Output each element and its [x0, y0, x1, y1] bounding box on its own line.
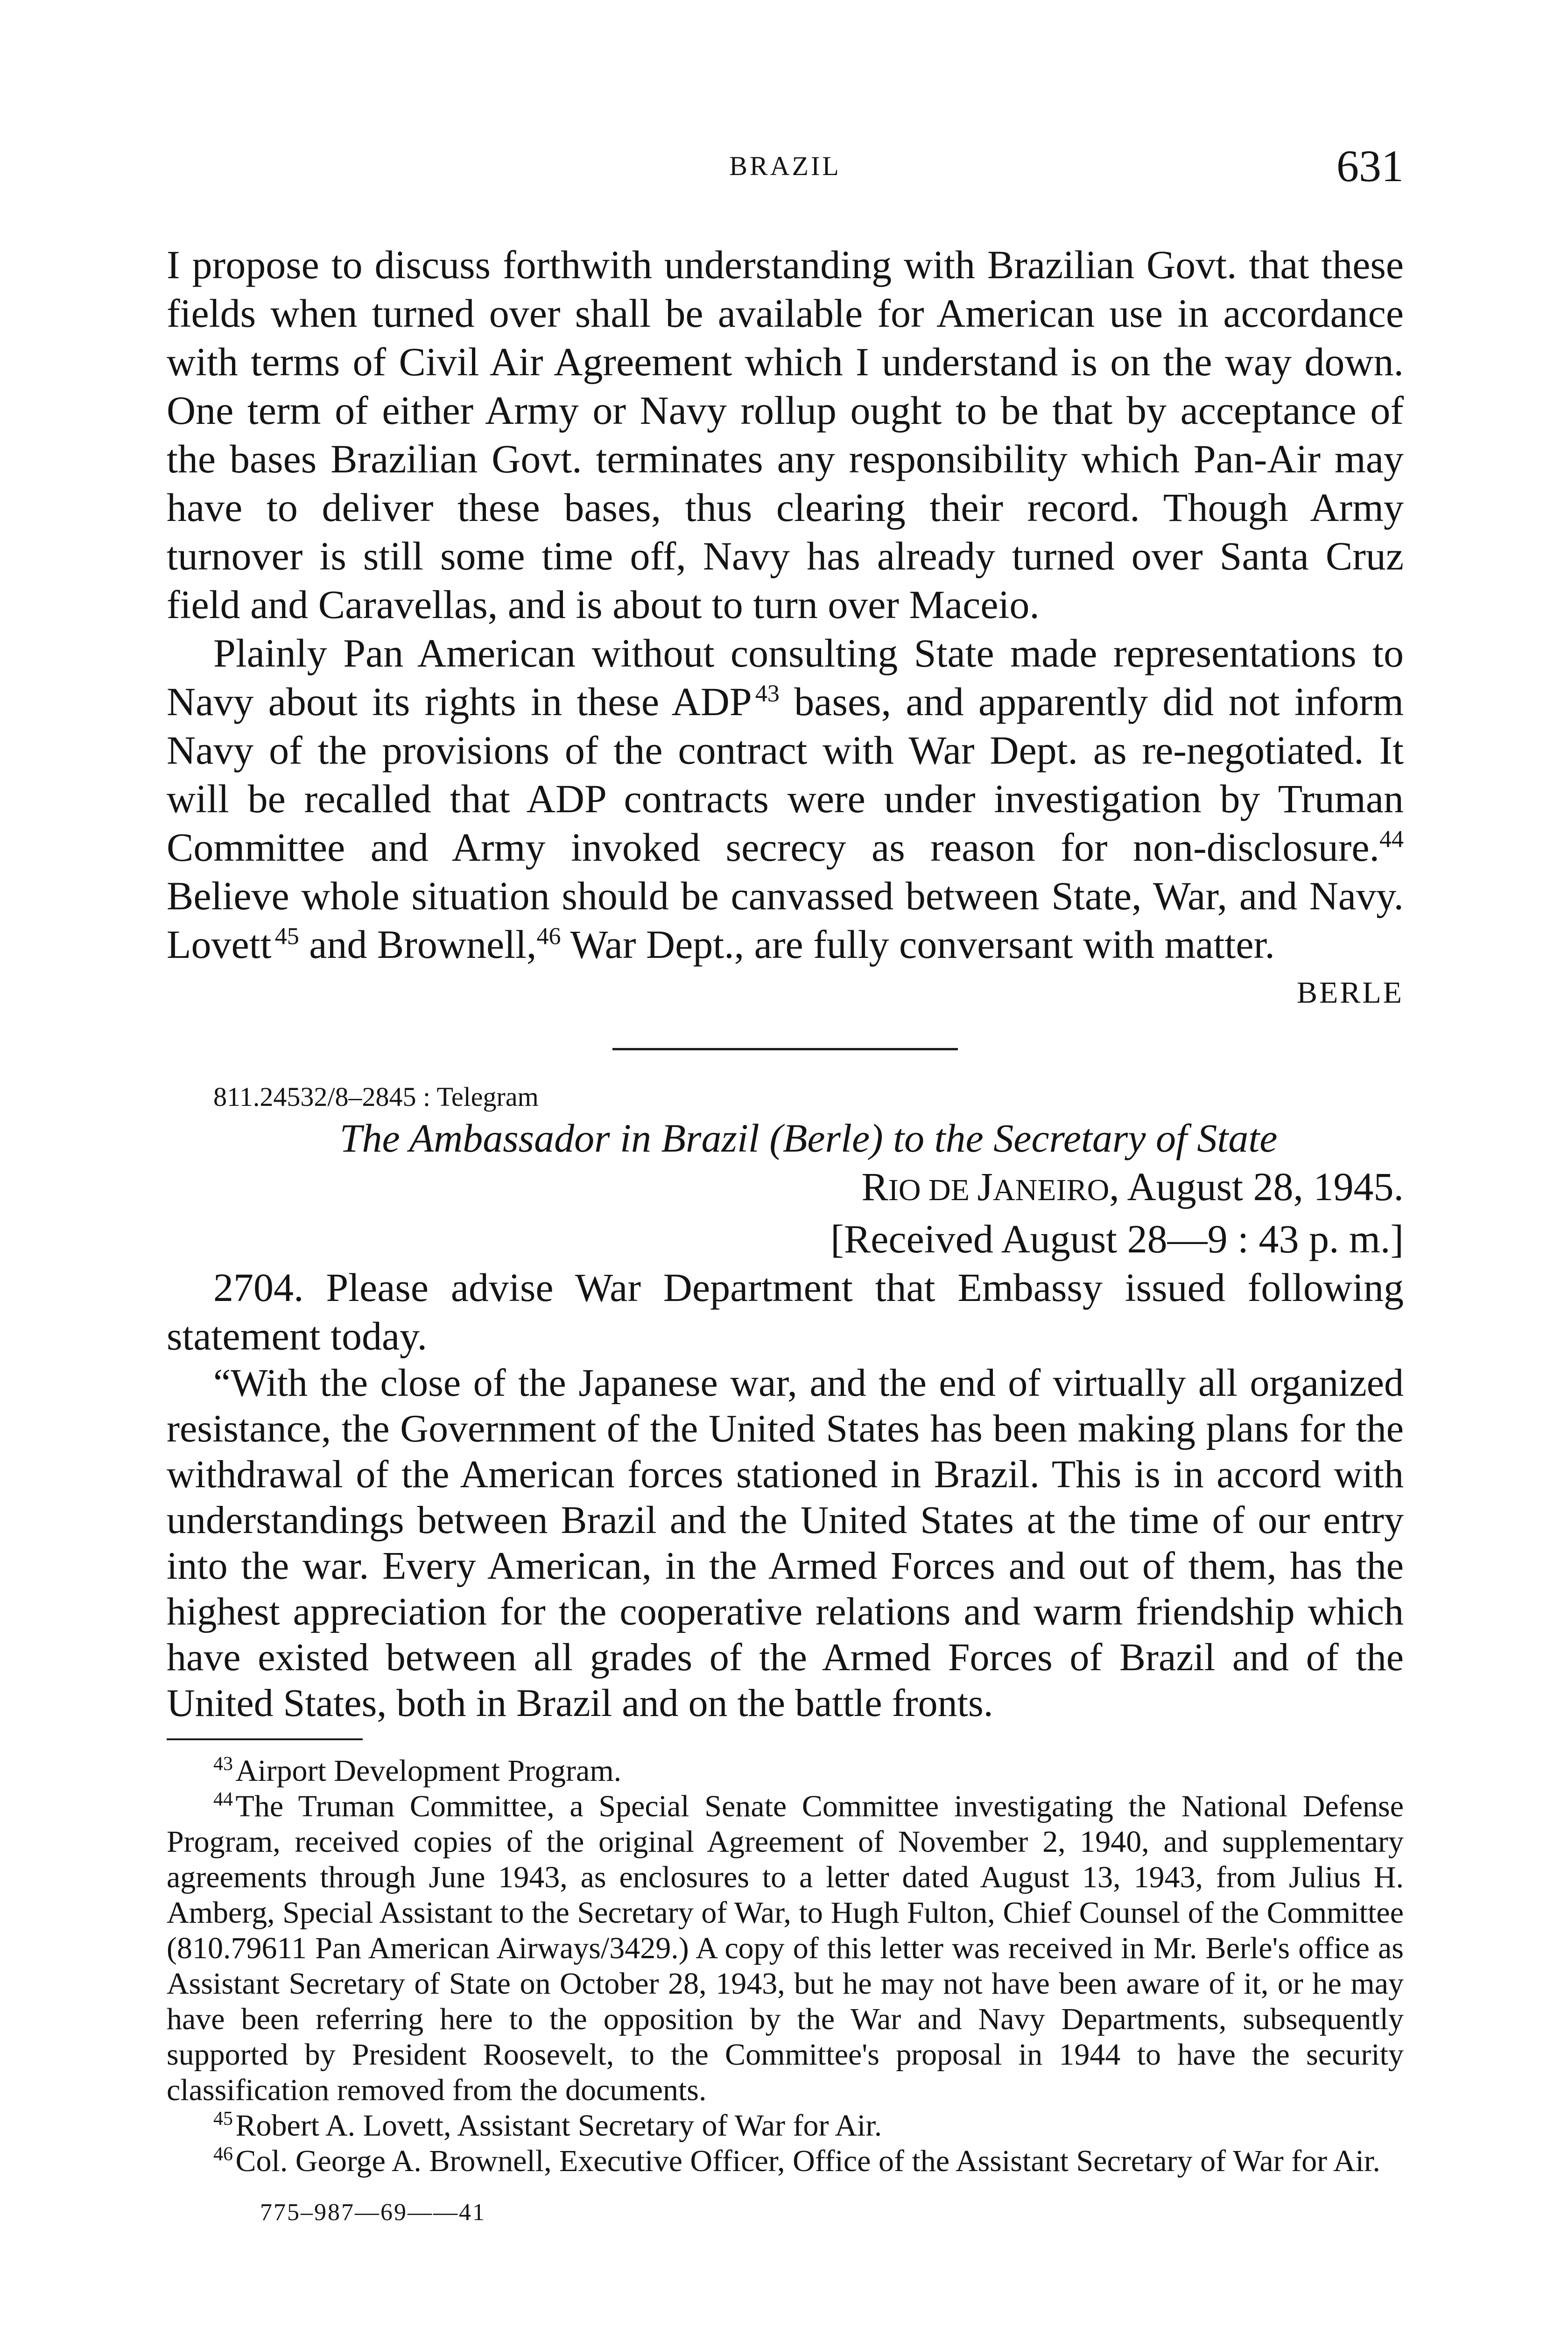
para2-part-c: Believe whole situation should be canvassed between State, War, and Navy. Lovett: [167, 873, 1404, 967]
page-number: 631: [1336, 141, 1404, 191]
footnote-number: 43: [213, 1753, 233, 1775]
received-line: [Received August 28—9 : 43 p. m.]: [830, 1216, 1404, 1261]
para2-part-e: War Dept., are fully conversant with matter.: [561, 922, 1275, 967]
footnotes: [167, 1753, 1404, 2179]
footnote-text: Airport Development Program.: [235, 1754, 622, 1788]
place-initial-j: J: [977, 1164, 993, 1209]
footnote-text: The Truman Committee, a Special Senate Committee investigating the National Defense Program, received copies of the original Agreement of November 2, 1940, and supplementary agreements through June 1943, as enclosures to a letter dated August 13, 1943, from Julius H. Amberg, Special Assistant to the Secretary of War, to Hugh Fulton, Chief Counsel of the Committee (810.79611 Pan American Airways/3429.) A copy of this letter was received in Mr. Berle's office as Assistant Secretary of State on October 28, 1943, but he may not have been aware of it, or he may have been referring here to the opposition by the War and Navy Departments, subsequently supported by President Roosevelt, to the Committee's proposal in 1944 to have the security classification removed from the documents.: [167, 1789, 1404, 2107]
footnote-46: [167, 2144, 1404, 2179]
para2-part-b: bases, and apparently did not inform Navy of the provisions of the contract with War Dept. as re-negotiated. It will be recalled that ADP contracts were under investigation by Truman Committee and Army invoked secrecy as reason for non-disclosure.: [167, 679, 1404, 870]
footnote-text: Col. George A. Brownell, Executive Officer, Office of the Assistant Secretary of War for Air.: [235, 2144, 1380, 2178]
para2-part-d: and Brownell,: [299, 922, 537, 967]
footnote-44: [167, 1789, 1404, 2108]
place-smallcaps-1: IO DE: [888, 1173, 977, 1207]
footnote-ref-44: 44: [1379, 826, 1404, 853]
main-text: [167, 240, 1404, 2237]
place-initial-r: R: [861, 1164, 888, 1209]
telegram-paragraph-1: 2704. Please advise War Department that Embassy issued following statement today.: [167, 1265, 1404, 1358]
signature-berle: BERLE: [1297, 976, 1404, 1010]
footnote-43: [167, 1753, 1404, 1789]
footnote-number: 46: [213, 2144, 233, 2165]
date: , August 28, 1945.: [1109, 1164, 1404, 1209]
footnote-ref-46: 46: [536, 923, 561, 950]
quoted-statement: “With the close of the Japanese war, and the end of virtually all organized resistance, the Government of the United States has been making plans for the withdrawal of the American forces stationed in Brazil. This is in accord with understandings between Brazil and the United States at the time of our entry into the war. Every American, in the Armed Forces and out of them, has the highest appreciation for the cooperative relations and warm friendship which have existed between all grades of the Armed Forces of Brazil and of the United States, both in Brazil and on the battle fronts.: [167, 1361, 1404, 1725]
print-code: 775–987—69——41: [260, 2199, 486, 2226]
footnote-number: 45: [213, 2108, 233, 2130]
footnote-45: [167, 2108, 1404, 2144]
running-head: [167, 140, 1404, 210]
para2-part-a: Plainly Pan American without consulting State made representations to Navy about its rights in these ADP: [167, 631, 1404, 724]
footnote-number: 44: [213, 1789, 233, 1810]
footnote-ref-43: 43: [755, 680, 780, 707]
file-reference: 811.24532/8–2845 : Telegram: [213, 1082, 539, 1112]
footnote-text: Robert A. Lovett, Assistant Secretary of War for Air.: [235, 2109, 882, 2143]
body-paragraph-2: [167, 629, 1404, 969]
running-head-title: BRAZIL: [729, 151, 841, 181]
dateline: [167, 1162, 1404, 1215]
document-title: The Ambassador in Brazil (Berle) to the Secretary of State: [339, 1116, 1278, 1160]
footnote-ref-45: 45: [274, 923, 299, 950]
section-divider: [612, 1048, 958, 1050]
footnote-divider: [167, 1738, 363, 1740]
body-paragraph-1: I propose to discuss forthwith understanding with Brazilian Govt. that these fields when turned over shall be available for American use in accordance with terms of Civil Air Agreement which I understand is on the way down. One term of either Army or Navy rollup ought to be that by acceptance of the bases Brazilian Govt. terminates any responsibility which Pan-Air may have to deliver these bases, thus clearing their record. Though Army turnover is still some time off, Navy has already turned over Santa Cruz field and Caravellas, and is about to turn over Maceio.: [167, 242, 1404, 627]
place-smallcaps-2: ANEIRO: [992, 1173, 1110, 1207]
